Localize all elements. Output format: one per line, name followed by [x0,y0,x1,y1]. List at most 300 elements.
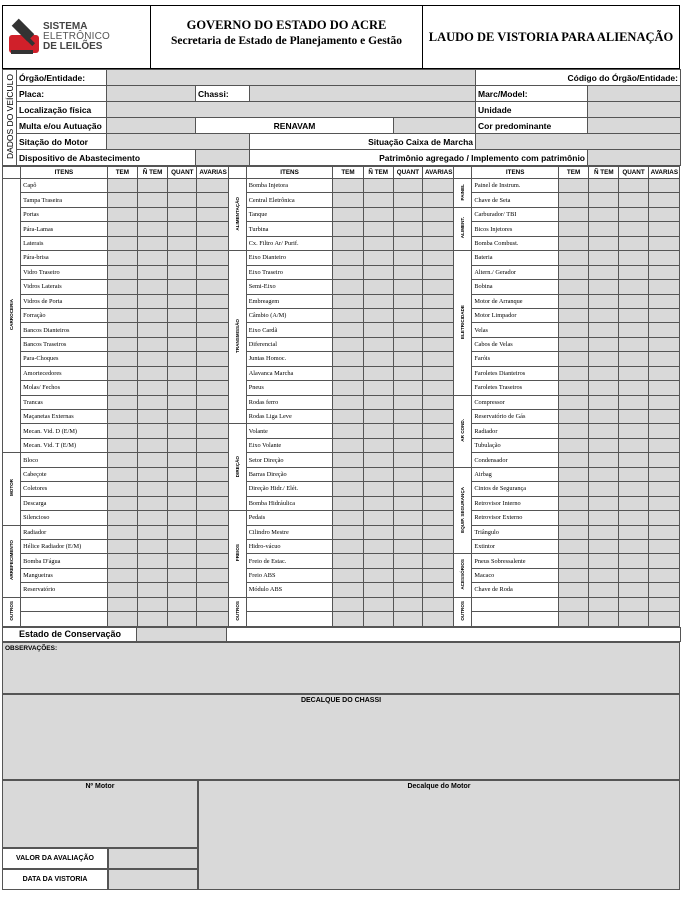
field-avarias[interactable] [648,612,679,626]
field-avarias[interactable] [648,193,679,207]
field-quant[interactable] [619,337,648,351]
field-n-tem[interactable] [363,410,393,424]
field-n-tem[interactable] [363,280,393,294]
field-n-tem[interactable] [589,568,619,582]
field-n-tem[interactable] [589,554,619,568]
field-n-tem[interactable] [589,467,619,481]
field-avarias[interactable] [648,525,679,539]
field-tem[interactable] [107,265,137,279]
field-quant[interactable] [619,438,648,452]
field-tem[interactable] [107,280,137,294]
field-n-tem[interactable] [589,337,619,351]
field-tem[interactable] [558,568,588,582]
field-n-tem[interactable] [137,539,167,553]
field-avarias[interactable] [197,424,228,438]
field-quant[interactable] [619,207,648,221]
field-n-tem[interactable] [137,467,167,481]
field-tem[interactable] [333,294,363,308]
field-tem[interactable] [558,525,588,539]
field-avarias[interactable] [197,539,228,553]
field-n-tem[interactable] [589,381,619,395]
field-tem[interactable] [333,337,363,351]
field-n-tem[interactable] [137,438,167,452]
field-quant[interactable] [619,265,648,279]
field-n-tem[interactable] [589,424,619,438]
field-tem[interactable] [558,352,588,366]
field-avarias[interactable] [197,597,228,611]
field-quant[interactable] [393,453,422,467]
field-avarias[interactable] [197,482,228,496]
field-quant[interactable] [393,366,422,380]
field-n-tem[interactable] [137,453,167,467]
field-avarias[interactable] [648,308,679,322]
field-quant[interactable] [393,308,422,322]
field-quant[interactable] [393,352,422,366]
field-n-tem[interactable] [137,525,167,539]
field-tem[interactable] [558,280,588,294]
field-quant[interactable] [168,467,197,481]
field-tem[interactable] [558,496,588,510]
field-avarias[interactable] [423,612,454,626]
field-tem[interactable] [333,568,363,582]
field-quant[interactable] [619,251,648,265]
field-avarias[interactable] [423,236,454,250]
field-quant[interactable] [619,554,648,568]
field-tem[interactable] [558,294,588,308]
field-avarias[interactable] [197,280,228,294]
field-quant[interactable] [168,424,197,438]
field-n-tem[interactable] [137,294,167,308]
field-localizacao[interactable] [107,102,476,118]
field-avarias[interactable] [197,496,228,510]
field-tem[interactable] [558,424,588,438]
field-tem[interactable] [558,251,588,265]
field-quant[interactable] [393,597,422,611]
field-quant[interactable] [619,236,648,250]
field-quant[interactable] [168,265,197,279]
field-n-tem[interactable] [137,280,167,294]
field-n-tem[interactable] [363,438,393,452]
field-tem[interactable] [333,222,363,236]
field-avarias[interactable] [197,410,228,424]
field-quant[interactable] [168,554,197,568]
field-n-tem[interactable] [363,612,393,626]
field-n-tem[interactable] [589,308,619,322]
field-quant[interactable] [393,236,422,250]
field-avarias[interactable] [648,424,679,438]
field-n-tem[interactable] [589,280,619,294]
field-quant[interactable] [619,395,648,409]
field-tem[interactable] [333,583,363,597]
field-quant[interactable] [168,294,197,308]
field-avarias[interactable] [648,496,679,510]
field-n-tem[interactable] [137,554,167,568]
field-avarias[interactable] [423,525,454,539]
field-quant[interactable] [619,352,648,366]
field-tem[interactable] [558,539,588,553]
field-quant[interactable] [168,381,197,395]
field-avarias[interactable] [197,179,228,193]
field-tem[interactable] [558,222,588,236]
field-tem[interactable] [558,395,588,409]
field-tem[interactable] [333,410,363,424]
field-tem[interactable] [107,539,137,553]
observacoes-box[interactable] [2,642,680,694]
field-quant[interactable] [168,539,197,553]
field-tem[interactable] [333,366,363,380]
field-tem[interactable] [558,410,588,424]
field-quant[interactable] [619,280,648,294]
field-n-tem[interactable] [137,511,167,525]
field-avarias[interactable] [648,236,679,250]
field-n-tem[interactable] [363,453,393,467]
field-avarias[interactable] [197,366,228,380]
field-placa[interactable] [107,86,196,102]
field-quant[interactable] [393,496,422,510]
field-quant[interactable] [168,583,197,597]
field-avarias[interactable] [648,395,679,409]
field-n-tem[interactable] [589,453,619,467]
field-n-tem[interactable] [137,612,167,626]
field-n-tem[interactable] [589,583,619,597]
field-avarias[interactable] [423,179,454,193]
field-n-tem[interactable] [363,308,393,322]
field-quant[interactable] [619,597,648,611]
field-tem[interactable] [558,193,588,207]
field-avarias[interactable] [423,251,454,265]
field-n-tem[interactable] [363,482,393,496]
field-avarias[interactable] [648,366,679,380]
field-tem[interactable] [107,525,137,539]
field-quant[interactable] [393,410,422,424]
field-avarias[interactable] [648,179,679,193]
field-n-tem[interactable] [589,251,619,265]
field-quant[interactable] [168,597,197,611]
field-avarias[interactable] [423,222,454,236]
field-avarias[interactable] [197,193,228,207]
field-n-tem[interactable] [137,568,167,582]
field-avarias[interactable] [648,265,679,279]
field-avarias[interactable] [648,207,679,221]
field-quant[interactable] [619,424,648,438]
field-avarias[interactable] [423,583,454,597]
field-tem[interactable] [107,381,137,395]
field-chassi[interactable] [250,86,476,102]
field-n-tem[interactable] [363,496,393,510]
field-quant[interactable] [168,366,197,380]
field-avarias[interactable] [197,265,228,279]
field-quant[interactable] [168,410,197,424]
field-tem[interactable] [107,467,137,481]
field-tem[interactable] [107,179,137,193]
field-tem[interactable] [333,597,363,611]
field-tem[interactable] [333,265,363,279]
field-n-tem[interactable] [363,222,393,236]
field-tem[interactable] [107,352,137,366]
field-avarias[interactable] [648,323,679,337]
field-avarias[interactable] [197,438,228,452]
field-quant[interactable] [168,323,197,337]
field-tem[interactable] [558,236,588,250]
field-tem[interactable] [333,251,363,265]
field-tem[interactable] [333,467,363,481]
field-quant[interactable] [619,193,648,207]
field-n-tem[interactable] [137,179,167,193]
field-quant[interactable] [393,294,422,308]
field-quant[interactable] [619,525,648,539]
field-patrimonio[interactable] [588,150,681,166]
field-avarias[interactable] [648,597,679,611]
decalque-chassi-box[interactable] [2,694,680,780]
field-tem[interactable] [107,453,137,467]
field-tem[interactable] [107,323,137,337]
field-tem[interactable] [333,352,363,366]
field-quant[interactable] [619,496,648,510]
field-avarias[interactable] [423,539,454,553]
field-n-tem[interactable] [137,207,167,221]
field-n-tem[interactable] [137,308,167,322]
field-avarias[interactable] [648,539,679,553]
field-quant[interactable] [393,265,422,279]
field-quant[interactable] [168,511,197,525]
field-avarias[interactable] [197,612,228,626]
field-tem[interactable] [558,482,588,496]
field-n-tem[interactable] [363,381,393,395]
field-avarias[interactable] [197,583,228,597]
field-avarias[interactable] [423,597,454,611]
field-n-tem[interactable] [589,323,619,337]
field-dispositivo[interactable] [196,150,250,166]
field-situacao-motor[interactable] [107,134,250,150]
field-avarias[interactable] [423,337,454,351]
field-n-tem[interactable] [589,236,619,250]
field-tem[interactable] [107,395,137,409]
field-tem[interactable] [107,583,137,597]
field-n-tem[interactable] [589,525,619,539]
field-quant[interactable] [168,251,197,265]
field-situacao-caixa[interactable] [476,134,681,150]
field-n-tem[interactable] [137,410,167,424]
field-avarias[interactable] [197,352,228,366]
field-avarias[interactable] [648,294,679,308]
field-tem[interactable] [558,583,588,597]
field-n-tem[interactable] [363,179,393,193]
field-tem[interactable] [107,251,137,265]
field-tem[interactable] [558,612,588,626]
field-avarias[interactable] [648,554,679,568]
field-n-tem[interactable] [137,496,167,510]
field-quant[interactable] [168,308,197,322]
field-avarias[interactable] [197,467,228,481]
field-n-tem[interactable] [589,410,619,424]
field-tem[interactable] [333,308,363,322]
field-quant[interactable] [393,323,422,337]
field-n-tem[interactable] [589,496,619,510]
field-avarias[interactable] [197,337,228,351]
field-quant[interactable] [393,568,422,582]
field-avarias[interactable] [648,352,679,366]
field-n-tem[interactable] [137,597,167,611]
field-n-tem[interactable] [589,366,619,380]
field-quant[interactable] [619,222,648,236]
field-avarias[interactable] [648,438,679,452]
field-avarias[interactable] [423,482,454,496]
field-avarias[interactable] [423,554,454,568]
field-tem[interactable] [333,554,363,568]
field-tem[interactable] [333,179,363,193]
field-n-tem[interactable] [363,583,393,597]
field-quant[interactable] [393,583,422,597]
field-quant[interactable] [619,453,648,467]
field-avarias[interactable] [197,222,228,236]
field-n-tem[interactable] [137,251,167,265]
field-tem[interactable] [333,207,363,221]
field-n-tem[interactable] [589,597,619,611]
field-tem[interactable] [107,366,137,380]
field-quant[interactable] [393,193,422,207]
field-avarias[interactable] [423,193,454,207]
field-quant[interactable] [168,612,197,626]
field-quant[interactable] [168,453,197,467]
field-n-tem[interactable] [589,193,619,207]
field-avarias[interactable] [197,453,228,467]
field-n-tem[interactable] [363,366,393,380]
field-avarias[interactable] [423,366,454,380]
field-tem[interactable] [333,496,363,510]
field-quant[interactable] [619,294,648,308]
field-n-tem[interactable] [363,337,393,351]
field-n-tem[interactable] [363,525,393,539]
field-n-tem[interactable] [137,337,167,351]
field-quant[interactable] [168,438,197,452]
field-avarias[interactable] [197,323,228,337]
field-tem[interactable] [107,424,137,438]
field-avarias[interactable] [648,511,679,525]
field-avarias[interactable] [648,222,679,236]
field-quant[interactable] [619,568,648,582]
field-avarias[interactable] [648,482,679,496]
field-tem[interactable] [558,554,588,568]
field-n-tem[interactable] [363,467,393,481]
field-tem[interactable] [107,236,137,250]
field-quant[interactable] [168,280,197,294]
field-quant[interactable] [393,539,422,553]
field-tem[interactable] [558,337,588,351]
field-tem[interactable] [333,381,363,395]
field-avarias[interactable] [423,294,454,308]
field-avarias[interactable] [648,337,679,351]
field-tem[interactable] [333,236,363,250]
field-tem[interactable] [107,337,137,351]
field-n-tem[interactable] [363,395,393,409]
field-tem[interactable] [558,597,588,611]
field-quant[interactable] [393,395,422,409]
field-tem[interactable] [333,453,363,467]
field-quant[interactable] [393,179,422,193]
field-n-tem[interactable] [137,395,167,409]
field-quant[interactable] [168,496,197,510]
field-quant[interactable] [168,179,197,193]
field-n-tem[interactable] [363,265,393,279]
field-avarias[interactable] [197,236,228,250]
field-n-tem[interactable] [363,511,393,525]
field-quant[interactable] [619,467,648,481]
field-tem[interactable] [558,308,588,322]
field-tem[interactable] [333,323,363,337]
field-avarias[interactable] [423,438,454,452]
field-avarias[interactable] [423,395,454,409]
field-avarias[interactable] [423,467,454,481]
field-quant[interactable] [393,251,422,265]
field-n-tem[interactable] [589,395,619,409]
field-quant[interactable] [619,482,648,496]
field-tem[interactable] [333,424,363,438]
field-n-tem[interactable] [137,193,167,207]
field-avarias[interactable] [197,294,228,308]
field-avarias[interactable] [197,381,228,395]
field-tem[interactable] [558,467,588,481]
field-n-tem[interactable] [589,438,619,452]
field-avarias[interactable] [197,554,228,568]
field-avarias[interactable] [423,381,454,395]
field-cor[interactable] [588,118,681,134]
field-avarias[interactable] [423,424,454,438]
field-quant[interactable] [619,308,648,322]
field-n-tem[interactable] [589,179,619,193]
field-n-tem[interactable] [589,511,619,525]
field-quant[interactable] [393,280,422,294]
field-quant[interactable] [619,179,648,193]
field-quant[interactable] [619,381,648,395]
field-n-tem[interactable] [363,323,393,337]
field-n-tem[interactable] [589,294,619,308]
field-quant[interactable] [168,482,197,496]
field-n-tem[interactable] [589,539,619,553]
field-tem[interactable] [107,410,137,424]
field-n-tem[interactable] [137,482,167,496]
field-n-tem[interactable] [137,583,167,597]
field-n-tem[interactable] [363,424,393,438]
field-avarias[interactable] [648,381,679,395]
field-tem[interactable] [107,511,137,525]
field-n-tem[interactable] [137,424,167,438]
field-unidade[interactable] [588,102,681,118]
field-avarias[interactable] [197,395,228,409]
field-tem[interactable] [333,280,363,294]
field-tem[interactable] [558,381,588,395]
field-estado-conservacao[interactable] [137,627,227,641]
field-n-tem[interactable] [137,323,167,337]
field-quant[interactable] [619,410,648,424]
field-avarias[interactable] [423,496,454,510]
field-n-tem[interactable] [363,294,393,308]
field-tem[interactable] [107,482,137,496]
field-tem[interactable] [107,568,137,582]
field-avarias[interactable] [648,467,679,481]
field-n-tem[interactable] [363,568,393,582]
field-avarias[interactable] [423,308,454,322]
field-n-tem[interactable] [363,352,393,366]
field-avarias[interactable] [423,352,454,366]
field-quant[interactable] [168,352,197,366]
field-avarias[interactable] [197,511,228,525]
field-quant[interactable] [393,438,422,452]
field-n-tem[interactable] [589,612,619,626]
field-quant[interactable] [393,511,422,525]
field-avarias[interactable] [648,583,679,597]
field-n-tem[interactable] [137,366,167,380]
field-quant[interactable] [393,424,422,438]
